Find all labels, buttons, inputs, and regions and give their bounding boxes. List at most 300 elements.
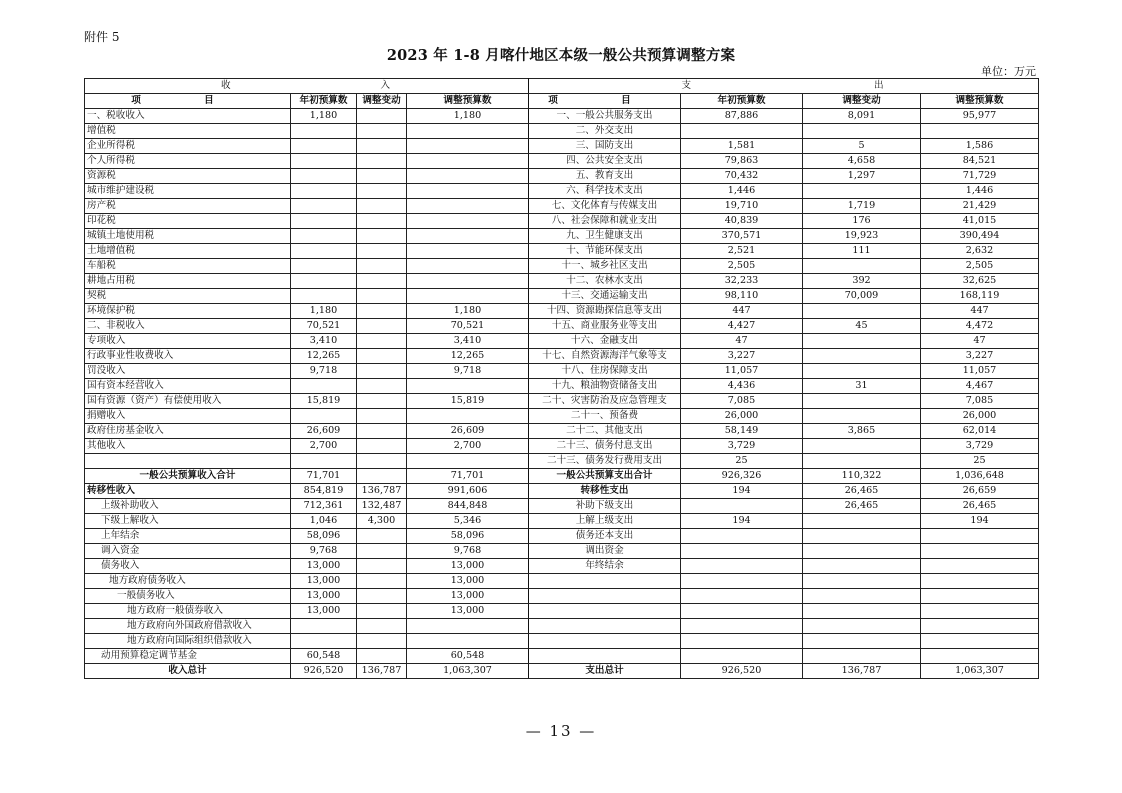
income-initial-cell: 60,548 [291, 649, 357, 664]
expense-change-cell [803, 439, 921, 454]
expense-adjusted-cell: 4,472 [921, 319, 1039, 334]
table-row [85, 619, 1039, 634]
income-initial-cell: 58,096 [291, 529, 357, 544]
income-change-cell [357, 409, 407, 424]
income-item-cell: 地方政府一般债券收入 [85, 604, 291, 619]
income-initial-cell [291, 244, 357, 259]
table-row [85, 454, 1039, 469]
expense-initial-cell: 4,427 [681, 319, 803, 334]
expense-adjusted-cell: 84,521 [921, 154, 1039, 169]
attachment-label: 附件 5 [84, 30, 120, 44]
expense-initial-cell: 98,110 [681, 289, 803, 304]
table-row [85, 514, 1039, 529]
expense-item-cell: 二十一、预备费 [529, 409, 681, 424]
income-initial-cell: 1,046 [291, 514, 357, 529]
expense-initial-cell [681, 619, 803, 634]
income-item-cell: 专项收入 [85, 334, 291, 349]
income-item-cell: 增值税 [85, 124, 291, 139]
expense-initial-cell: 926,326 [681, 469, 803, 484]
table-row [85, 229, 1039, 244]
expense-change-cell [803, 394, 921, 409]
table-row [85, 304, 1039, 319]
expense-change-cell [803, 124, 921, 139]
income-initial-cell: 71,701 [291, 469, 357, 484]
expense-item-cell: 十一、城乡社区支出 [529, 259, 681, 274]
income-change-cell [357, 544, 407, 559]
income-change-cell [357, 319, 407, 334]
income-initial-cell: 26,609 [291, 424, 357, 439]
expense-initial-cell: 32,233 [681, 274, 803, 289]
income-initial-cell [291, 124, 357, 139]
table-row [85, 334, 1039, 349]
expense-item-cell [529, 634, 681, 649]
income-adjusted-cell [407, 454, 529, 469]
expense-adjusted-cell: 26,465 [921, 499, 1039, 514]
expense-item-cell [529, 619, 681, 634]
table-row [85, 349, 1039, 364]
table-row [85, 649, 1039, 664]
income-initial-cell [291, 379, 357, 394]
expense-initial-cell [681, 634, 803, 649]
income-initial-cell [291, 184, 357, 199]
expense-item-cell: 调出资金 [529, 544, 681, 559]
income-initial-cell: 13,000 [291, 574, 357, 589]
table-row [85, 574, 1039, 589]
expense-item-cell: 十六、金融支出 [529, 334, 681, 349]
income-adjusted-cell: 2,700 [407, 439, 529, 454]
column-header-row [85, 94, 1039, 109]
expense-change-cell: 45 [803, 319, 921, 334]
table-row [85, 394, 1039, 409]
income-item-cell: 资源税 [85, 169, 291, 184]
income-item-cell: 一般公共预算收入合计 [85, 469, 291, 484]
income-item-cell: 行政事业性收费收入 [85, 349, 291, 364]
expense-item-cell: 一、一般公共服务支出 [529, 109, 681, 124]
income-item-cell: 地方政府债务收入 [85, 574, 291, 589]
expense-item-cell: 十三、交通运输支出 [529, 289, 681, 304]
expense-initial-cell: 1,446 [681, 184, 803, 199]
income-change-cell [357, 649, 407, 664]
table-row [85, 214, 1039, 229]
expense-adjusted-cell: 11,057 [921, 364, 1039, 379]
expense-item-cell: 十七、自然资源海洋气象等支 [529, 349, 681, 364]
budget-table [84, 78, 1039, 679]
expense-adjusted-cell [921, 649, 1039, 664]
income-adjusted-cell: 71,701 [407, 469, 529, 484]
income-change-cell: 132,487 [357, 499, 407, 514]
expense-adjusted-cell: 1,036,648 [921, 469, 1039, 484]
expense-adjusted-cell [921, 619, 1039, 634]
income-change-cell [357, 304, 407, 319]
expense-change-cell [803, 259, 921, 274]
income-header-char-1: 收 [220, 80, 233, 91]
income-change-cell: 4,300 [357, 514, 407, 529]
expense-adjusted-cell: 390,494 [921, 229, 1039, 244]
expense-item-cell: 三、国防支出 [529, 139, 681, 154]
expense-adjusted-cell: 2,505 [921, 259, 1039, 274]
income-change-cell [357, 439, 407, 454]
income-adjusted-cell [407, 409, 529, 424]
income-item-cell: 一般债务收入 [85, 589, 291, 604]
expense-change-header: 调整变动 [803, 94, 921, 109]
income-initial-cell: 3,410 [291, 334, 357, 349]
expense-adjusted-cell: 3,729 [921, 439, 1039, 454]
expense-change-cell: 5 [803, 139, 921, 154]
expense-initial-cell: 2,521 [681, 244, 803, 259]
income-initial-cell [291, 169, 357, 184]
income-change-cell [357, 529, 407, 544]
expense-initial-header: 年初预算数 [681, 94, 803, 109]
income-change-cell [357, 139, 407, 154]
income-initial-cell [291, 634, 357, 649]
income-item-cell: 企业所得税 [85, 139, 291, 154]
expense-initial-cell [681, 544, 803, 559]
income-item-header: 项 目 [85, 94, 291, 109]
table-row [85, 199, 1039, 214]
table-row [85, 664, 1039, 679]
expense-initial-cell: 447 [681, 304, 803, 319]
table-row [85, 289, 1039, 304]
income-initial-cell [291, 259, 357, 274]
income-item-cell: 上年结余 [85, 529, 291, 544]
table-row [85, 364, 1039, 379]
expense-adjusted-cell: 4,467 [921, 379, 1039, 394]
expense-item-cell: 转移性支出 [529, 484, 681, 499]
income-item-cell: 转移性收入 [85, 484, 291, 499]
expense-change-cell: 1,719 [803, 199, 921, 214]
expense-item-cell: 十八、住房保障支出 [529, 364, 681, 379]
income-adjusted-cell: 13,000 [407, 604, 529, 619]
expense-initial-cell: 19,710 [681, 199, 803, 214]
expense-item-cell: 二、外交支出 [529, 124, 681, 139]
income-initial-cell [291, 409, 357, 424]
expense-item-cell [529, 574, 681, 589]
income-initial-cell [291, 154, 357, 169]
expense-initial-cell: 4,436 [681, 379, 803, 394]
expense-change-cell: 136,787 [803, 664, 921, 679]
income-change-header: 调整变动 [357, 94, 407, 109]
income-change-cell [357, 154, 407, 169]
expense-adjusted-cell: 71,729 [921, 169, 1039, 184]
table-row [85, 124, 1039, 139]
expense-initial-cell: 47 [681, 334, 803, 349]
expense-change-cell [803, 364, 921, 379]
expense-initial-cell [681, 529, 803, 544]
expense-initial-cell: 87,886 [681, 109, 803, 124]
expense-adjusted-header: 调整预算数 [921, 94, 1039, 109]
expense-item-cell: 二十三、债务付息支出 [529, 439, 681, 454]
expense-change-cell [803, 184, 921, 199]
expense-change-cell [803, 334, 921, 349]
expense-item-cell: 年终结余 [529, 559, 681, 574]
income-adjusted-cell: 3,410 [407, 334, 529, 349]
expense-change-cell: 8,091 [803, 109, 921, 124]
expense-adjusted-cell [921, 634, 1039, 649]
expense-initial-cell [681, 124, 803, 139]
page-number: — 13 — [525, 722, 597, 740]
income-item-cell: 下级上解收入 [85, 514, 291, 529]
income-item-cell: 耕地占用税 [85, 274, 291, 289]
expense-adjusted-cell: 26,000 [921, 409, 1039, 424]
expense-adjusted-cell [921, 559, 1039, 574]
income-change-cell [357, 394, 407, 409]
income-change-cell [357, 229, 407, 244]
income-initial-cell: 1,180 [291, 109, 357, 124]
income-item-cell: 动用预算稳定调节基金 [85, 649, 291, 664]
income-adjusted-cell: 1,180 [407, 109, 529, 124]
income-change-cell [357, 604, 407, 619]
expense-adjusted-cell [921, 529, 1039, 544]
income-change-cell [357, 634, 407, 649]
income-initial-cell [291, 274, 357, 289]
income-adjusted-cell: 58,096 [407, 529, 529, 544]
expense-adjusted-cell: 26,659 [921, 484, 1039, 499]
expense-initial-cell: 7,085 [681, 394, 803, 409]
income-adjusted-cell [407, 289, 529, 304]
table-row [85, 544, 1039, 559]
table-row [85, 184, 1039, 199]
expense-initial-cell: 11,057 [681, 364, 803, 379]
table-row [85, 319, 1039, 334]
income-initial-cell: 9,768 [291, 544, 357, 559]
table-row [85, 169, 1039, 184]
income-initial-cell: 12,265 [291, 349, 357, 364]
income-initial-cell: 13,000 [291, 559, 357, 574]
expense-item-cell: 四、公共安全支出 [529, 154, 681, 169]
expense-change-cell: 4,658 [803, 154, 921, 169]
table-row [85, 259, 1039, 274]
income-change-cell [357, 124, 407, 139]
income-item-cell: 车船税 [85, 259, 291, 274]
expense-adjusted-cell: 194 [921, 514, 1039, 529]
income-change-cell [357, 259, 407, 274]
income-adjusted-cell: 13,000 [407, 589, 529, 604]
income-item-cell: 其他收入 [85, 439, 291, 454]
income-item-cell: 政府住房基金收入 [85, 424, 291, 439]
expense-change-cell: 110,322 [803, 469, 921, 484]
expense-section-header [529, 79, 1039, 94]
expense-item-cell: 支出总计 [529, 664, 681, 679]
expense-initial-cell: 3,729 [681, 439, 803, 454]
income-change-cell [357, 244, 407, 259]
income-item-cell: 个人所得税 [85, 154, 291, 169]
unit-label: 单位：万元 [981, 65, 1036, 78]
income-adjusted-cell [407, 379, 529, 394]
income-item-cell: 捐赠收入 [85, 409, 291, 424]
income-adjusted-cell: 70,521 [407, 319, 529, 334]
expense-adjusted-cell [921, 589, 1039, 604]
income-initial-cell: 2,700 [291, 439, 357, 454]
income-adjusted-header: 调整预算数 [407, 94, 529, 109]
section-header-row [85, 79, 1039, 94]
income-item-cell: 国有资本经营收入 [85, 379, 291, 394]
expense-change-cell: 19,923 [803, 229, 921, 244]
table-row [85, 484, 1039, 499]
table-row [85, 139, 1039, 154]
expense-item-cell: 二十二、其他支出 [529, 424, 681, 439]
expense-initial-cell: 26,000 [681, 409, 803, 424]
income-item-cell: 土地增值税 [85, 244, 291, 259]
expense-adjusted-cell: 21,429 [921, 199, 1039, 214]
income-item-cell: 一、税收收入 [85, 109, 291, 124]
expense-item-cell: 五、教育支出 [529, 169, 681, 184]
income-item-cell: 房产税 [85, 199, 291, 214]
expense-initial-cell: 79,863 [681, 154, 803, 169]
expense-initial-cell: 194 [681, 514, 803, 529]
income-adjusted-cell: 15,819 [407, 394, 529, 409]
expense-item-header: 项 目 [529, 94, 681, 109]
income-change-cell [357, 364, 407, 379]
expense-item-cell: 二十三、债务发行费用支出 [529, 454, 681, 469]
expense-adjusted-cell: 95,977 [921, 109, 1039, 124]
table-row [85, 589, 1039, 604]
income-adjusted-cell [407, 139, 529, 154]
expense-header-char-2: 出 [873, 80, 886, 91]
income-initial-cell: 70,521 [291, 319, 357, 334]
income-item-cell: 环境保护税 [85, 304, 291, 319]
expense-adjusted-cell: 1,063,307 [921, 664, 1039, 679]
income-initial-cell [291, 619, 357, 634]
expense-change-cell: 3,865 [803, 424, 921, 439]
table-row [85, 154, 1039, 169]
expense-change-cell: 26,465 [803, 499, 921, 514]
expense-adjusted-cell: 7,085 [921, 394, 1039, 409]
income-change-cell [357, 574, 407, 589]
expense-item-cell [529, 604, 681, 619]
income-adjusted-cell: 5,346 [407, 514, 529, 529]
income-adjusted-cell [407, 229, 529, 244]
income-item-cell: 国有资源（资产）有偿使用收入 [85, 394, 291, 409]
expense-item-cell: 一般公共预算支出合计 [529, 469, 681, 484]
expense-change-cell: 70,009 [803, 289, 921, 304]
table-row [85, 469, 1039, 484]
income-initial-cell: 1,180 [291, 304, 357, 319]
income-adjusted-cell: 844,848 [407, 499, 529, 514]
table-row [85, 439, 1039, 454]
expense-change-cell [803, 304, 921, 319]
expense-change-cell [803, 544, 921, 559]
table-row [85, 634, 1039, 649]
income-initial-cell [291, 454, 357, 469]
table-row [85, 559, 1039, 574]
income-adjusted-cell: 1,063,307 [407, 664, 529, 679]
expense-item-cell: 十四、资源勘探信息等支出 [529, 304, 681, 319]
income-initial-cell: 9,718 [291, 364, 357, 379]
expense-item-cell: 十二、农林水支出 [529, 274, 681, 289]
expense-adjusted-cell [921, 544, 1039, 559]
expense-adjusted-cell [921, 604, 1039, 619]
table-row [85, 379, 1039, 394]
expense-change-cell: 26,465 [803, 484, 921, 499]
expense-item-cell [529, 649, 681, 664]
expense-adjusted-cell: 1,586 [921, 139, 1039, 154]
expense-item-cell: 债务还本支出 [529, 529, 681, 544]
expense-change-cell: 392 [803, 274, 921, 289]
income-item-cell: 调入资金 [85, 544, 291, 559]
expense-item-cell: 十、节能环保支出 [529, 244, 681, 259]
expense-change-cell: 111 [803, 244, 921, 259]
expense-initial-cell [681, 589, 803, 604]
income-initial-cell: 854,819 [291, 484, 357, 499]
expense-change-cell [803, 529, 921, 544]
income-item-cell [85, 454, 291, 469]
table-row [85, 424, 1039, 439]
income-item-cell: 印花税 [85, 214, 291, 229]
income-adjusted-cell: 1,180 [407, 304, 529, 319]
income-item-cell: 地方政府向国际组织借款收入 [85, 634, 291, 649]
income-initial-cell [291, 289, 357, 304]
expense-item-cell: 上解上级支出 [529, 514, 681, 529]
expense-initial-cell: 194 [681, 484, 803, 499]
income-item-cell: 地方政府向外国政府借款收入 [85, 619, 291, 634]
income-initial-cell: 712,361 [291, 499, 357, 514]
income-adjusted-cell: 991,606 [407, 484, 529, 499]
income-adjusted-cell [407, 274, 529, 289]
income-item-cell: 二、非税收入 [85, 319, 291, 334]
expense-adjusted-cell: 1,446 [921, 184, 1039, 199]
expense-adjusted-cell: 447 [921, 304, 1039, 319]
income-adjusted-cell: 9,718 [407, 364, 529, 379]
expense-initial-cell: 25 [681, 454, 803, 469]
income-change-cell [357, 289, 407, 304]
expense-item-cell: 六、科学技术支出 [529, 184, 681, 199]
income-change-cell: 136,787 [357, 664, 407, 679]
table-row [85, 409, 1039, 424]
table-row [85, 274, 1039, 289]
table-row [85, 109, 1039, 124]
income-change-cell: 136,787 [357, 484, 407, 499]
income-item-cell: 收入总计 [85, 664, 291, 679]
income-change-cell [357, 619, 407, 634]
expense-adjusted-cell: 47 [921, 334, 1039, 349]
table-row [85, 244, 1039, 259]
income-adjusted-cell: 13,000 [407, 559, 529, 574]
expense-item-cell: 二十、灾害防治及应急管理支 [529, 394, 681, 409]
income-adjusted-cell [407, 214, 529, 229]
income-initial-cell [291, 139, 357, 154]
income-change-cell [357, 109, 407, 124]
income-adjusted-cell: 26,609 [407, 424, 529, 439]
income-initial-header: 年初预算数 [291, 94, 357, 109]
income-adjusted-cell: 12,265 [407, 349, 529, 364]
income-adjusted-cell [407, 154, 529, 169]
expense-adjusted-cell: 168,119 [921, 289, 1039, 304]
expense-initial-cell [681, 499, 803, 514]
expense-change-cell [803, 409, 921, 424]
income-change-cell [357, 199, 407, 214]
expense-adjusted-cell [921, 124, 1039, 139]
expense-change-cell [803, 649, 921, 664]
expense-change-cell [803, 634, 921, 649]
income-change-cell [357, 424, 407, 439]
expense-item-cell: 十九、粮油物资储备支出 [529, 379, 681, 394]
income-adjusted-cell [407, 634, 529, 649]
expense-initial-cell: 3,227 [681, 349, 803, 364]
expense-change-cell [803, 454, 921, 469]
expense-initial-cell: 926,520 [681, 664, 803, 679]
expense-change-cell [803, 619, 921, 634]
expense-header-char-1: 支 [681, 80, 694, 91]
income-initial-cell [291, 229, 357, 244]
income-change-cell [357, 169, 407, 184]
expense-change-cell: 31 [803, 379, 921, 394]
expense-initial-cell: 70,432 [681, 169, 803, 184]
expense-change-cell [803, 349, 921, 364]
expense-adjusted-cell: 62,014 [921, 424, 1039, 439]
income-adjusted-cell [407, 259, 529, 274]
expense-change-cell [803, 514, 921, 529]
expense-initial-cell [681, 604, 803, 619]
